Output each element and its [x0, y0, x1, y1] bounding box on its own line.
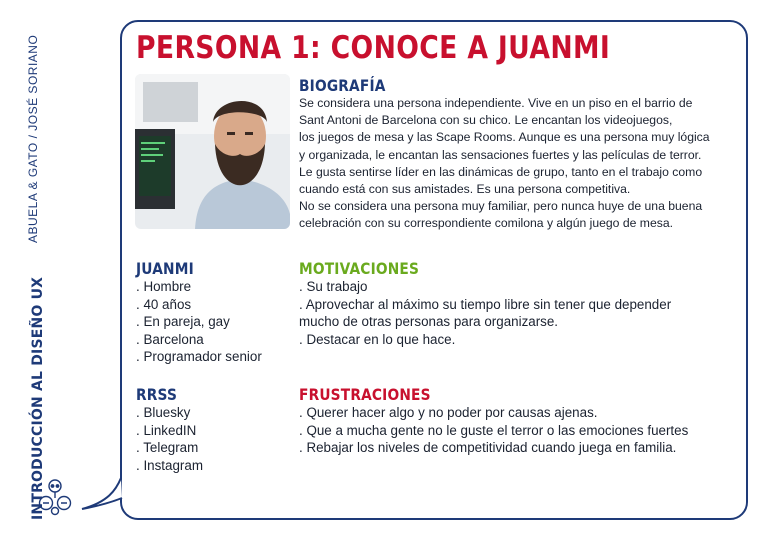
list-item: . Que a mucha gente no le guste el terror o las emociones fuertes	[299, 422, 689, 438]
biography-line: Le gusta sentirse líder en las dinámicas de grupo, tanto en el trabajo como	[299, 164, 703, 179]
list-item: . En pareja, gay	[136, 314, 230, 329]
page-title: PERSONA 1: CONOCE A JUANMI	[136, 30, 611, 66]
rrss-heading: RRSS	[136, 385, 178, 404]
author-credit: ABUELA & GATO / JOSÉ SORIANO	[26, 34, 40, 243]
biography-line: los juegos de mesa y las Scape Rooms. Aunque es una persona muy lógica	[299, 130, 710, 145]
profile-heading: JUANMI	[136, 259, 194, 278]
list-item: . Programador senior	[136, 349, 262, 364]
list-item: mucho de otras personas para organizarse.	[299, 314, 559, 329]
list-item: . Rebajar los niveles de competitividad cuando juega en familia.	[299, 440, 677, 455]
monkey-logo-icon	[38, 478, 72, 516]
biography-heading: BIOGRAFÍA	[299, 76, 386, 95]
biography-text	[299, 95, 739, 233]
list-item: . Barcelona	[136, 331, 204, 347]
biography-line: No se considera una persona muy familiar, pero nunca huye de una buena	[299, 199, 703, 214]
profile-list	[136, 278, 262, 366]
biography-line: Sant Antoni de Barcelona con su chico. Le encantan los videojuegos,	[299, 113, 673, 128]
list-item: . Telegram	[136, 440, 199, 455]
list-item: . Hombre	[136, 279, 192, 294]
sidebar	[0, 0, 46, 542]
biography-line: celebración con su correspondiente comilona y algún juego de mesa.	[299, 216, 673, 231]
biography-line: y organizada, le encantan las sensaciones fuertes y las películas de terror.	[299, 147, 702, 162]
speech-tail	[78, 476, 124, 512]
frustrations-list	[299, 404, 688, 457]
list-item: . 40 años	[136, 296, 192, 312]
list-item: . Querer hacer algo y no poder por causas ajenas.	[299, 405, 598, 420]
biography-line: Se considera una persona independiente. Vive en un piso en el barrio de	[299, 96, 693, 110]
motivations-list	[299, 278, 671, 348]
rrss-list	[136, 404, 203, 474]
course-title: INTRODUCCIÓN AL DISEÑO UX	[30, 276, 46, 520]
list-item: . Instagram	[136, 457, 203, 473]
list-item: . Aprovechar al máximo su tiempo libre sin tener que depender	[299, 296, 672, 312]
biography-line: cuando está con sus amistades. Es una persona competitiva.	[299, 182, 631, 197]
list-item: . Su trabajo	[299, 279, 368, 294]
list-item: . Destacar en lo que hace.	[299, 331, 456, 347]
frustrations-heading: FRUSTRACIONES	[299, 385, 431, 404]
persona-photo	[135, 74, 290, 229]
motivations-heading: MOTIVACIONES	[299, 259, 420, 278]
list-item: . LinkedIN	[136, 422, 197, 438]
list-item: . Bluesky	[136, 405, 191, 420]
